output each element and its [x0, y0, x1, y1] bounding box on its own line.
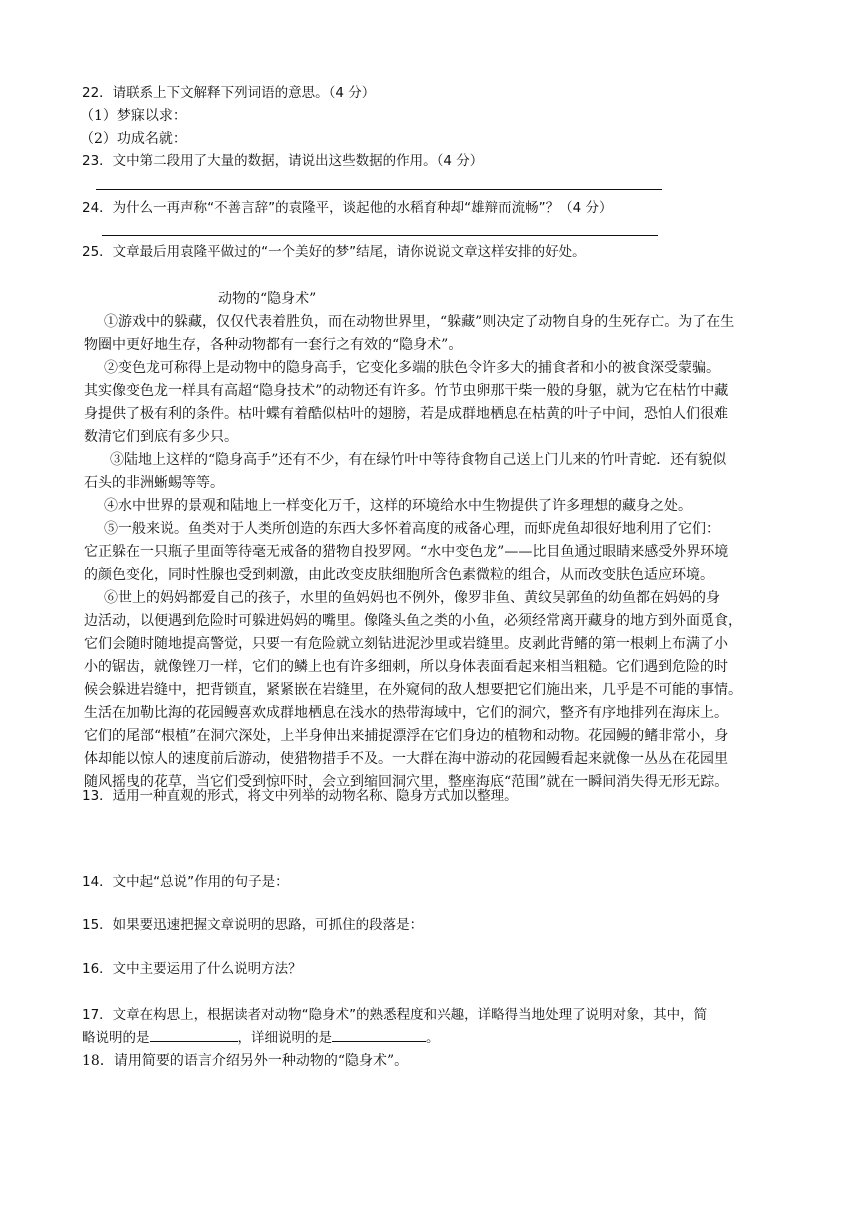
answer-line-23 [96, 189, 662, 190]
brief-answer-blank [150, 1029, 238, 1042]
article-line: 体却能以惊人的速度前后游动，使猎物措手不及。一大群在海中游动的花园鳗看起来就像一丛丛在花园里 [84, 751, 728, 767]
question-17-end: 。 [426, 1030, 440, 1046]
article-line: 它们的尾部“根植”在洞穴深处，上半身伸出来捕捉漂浮在它们身边的植物和动物。花园鳗的鳍非常小，身 [84, 728, 729, 744]
question-17-brief-label: 略说明的是 [82, 1030, 150, 1046]
article-line: ①游戏中的躲藏，仅仅代表着胜负，而在动物世界里，“躲藏”则决定了动物自身的生死存亡。为了在生 [104, 314, 735, 330]
question-16: 16．文中主要运用了什么说明方法？ [82, 961, 302, 977]
question-14: 14．文中起“总说”作用的句子是： [82, 874, 289, 890]
question-17-detail-label: ，详细说明的是 [237, 1030, 332, 1046]
article-line: ⑥世上的妈妈都爱自己的孩子，水里的鱼妈妈也不例外，像罗非鱼、黄纹吴郭鱼的幼鱼都在妈妈的身 [104, 590, 720, 606]
article-line: 生活在加勒比海的花园鳗喜欢成群地栖息在浅水的热带海域中，它们的洞穴，整齐有序地排列在海床上。 [84, 705, 728, 721]
question-22: 22．请联系上下文解释下列词语的意思。（4 分） [82, 85, 376, 101]
article-title: 动物的“隐身术” [218, 291, 317, 307]
question-18: 18．请用简要的语言介绍另外一种动物的“隐身术”。 [82, 1053, 409, 1069]
question-24: 24．为什么一再声称“不善言辞”的袁隆平，谈起他的水稻育种却“雄辩而流畅”？（4 分） [82, 200, 613, 216]
article-line: 边活动，以便遇到危险时可躲进妈妈的嘴里。像隆头鱼之类的小鱼，必须经常离开藏身的地方到外面觅食， [84, 613, 742, 629]
article-line: 石头的非洲蜥蜴等等。 [84, 475, 224, 491]
question-23: 23．文中第二段用了大量的数据，请说出这些数据的作用。（4 分） [82, 153, 484, 169]
article-line: ②变色龙可称得上是动物中的隐身高手，它变化多端的肤色令许多大的捕食者和小的被食深受蒙骗。 [104, 360, 720, 376]
question-25: 25．文章最后用袁隆平做过的“一个美好的梦”结尾，请你说说文章这样安排的好处。 [82, 244, 586, 260]
article-line: 物圈中更好地生存，各种动物都有一套行之有效的“隐身术”。 [84, 337, 463, 353]
article-line: ③陆地上这样的“隐身高手”还有不少，有在绿竹叶中等待食物自己送上门儿来的竹叶青蛇．还有貌似 [110, 452, 727, 468]
article-line: 数清它们到底有多少只。 [84, 429, 238, 445]
article-line: 候会躲进岩缝中，把背锁直，紧紧嵌在岩缝里，在外窥伺的敌人想要把它们施出来，几乎是不可能的事情。 [84, 682, 742, 698]
article-line: 其实像变色龙一样具有高超“隐身技术”的动物还有许多。竹节虫卵那干柴一般的身躯，就为它在枯竹中藏 [84, 383, 729, 399]
article-line: ④水中世界的景观和陆地上一样变化万千，这样的环境给水中生物提供了许多理想的藏身之处。 [104, 498, 692, 514]
question-15: 15．如果要迅速把握文章说明的思路，可抓住的段落是： [82, 917, 424, 933]
question-17-continued [82, 1027, 782, 1050]
article-line: 它正躲在一只瓶子里面等待毫无戒备的猎物自投罗网。“水中变色龙”——比目鱼通过眼睛来感受外界环境 [84, 544, 729, 560]
article-line: ⑤一般来说。鱼类对于人类所创造的东西大多怀着高度的戒备心理，而虾虎鱼却很好地利用了它们： [104, 521, 720, 537]
article-line: 身提供了极有利的条件。枯叶蝶有着酷似枯叶的翅膀，若是成群地栖息在枯黄的叶子中间，恐怕人们很难 [84, 406, 728, 422]
question-13: 13．适用一种直观的形式，将文中列举的动物名称、隐身方式加以整理。 [82, 788, 518, 804]
detail-answer-blank [332, 1029, 426, 1042]
article-line: 的颜色变化，同时性腺也受到刺激，由此改变皮肤细胞所含色素微粒的组合，从而改变肤色适应环境。 [84, 567, 714, 583]
question-17: 17．文章在构思上，根据读者对动物“隐身术”的熟悉程度和兴趣，详略得当地处理了说明对象，其中，简 [82, 1007, 708, 1023]
article-line: 它们会随时随地提高警觉，只要一有危险就立刻钻进泥沙里或岩缝里。皮剥此背鳍的第一根刺上布满了小 [84, 636, 728, 652]
article-line: 小的锯齿，就像锉刀一样，它们的鳞上也有许多细刺，所以身体表面看起来相当粗糙。它们遇到危险的时 [84, 659, 728, 675]
article-line: 随风摇曳的花草，当它们受到惊吓时，会立到缩回洞穴里，整座海底“范围”就在一瞬间消失得无形无踪。 [84, 774, 729, 790]
answer-line-24 [102, 235, 658, 236]
question-22-item-1: （1）梦寐以求： [80, 108, 187, 124]
question-22-item-2: （2）功成名就： [80, 131, 187, 147]
